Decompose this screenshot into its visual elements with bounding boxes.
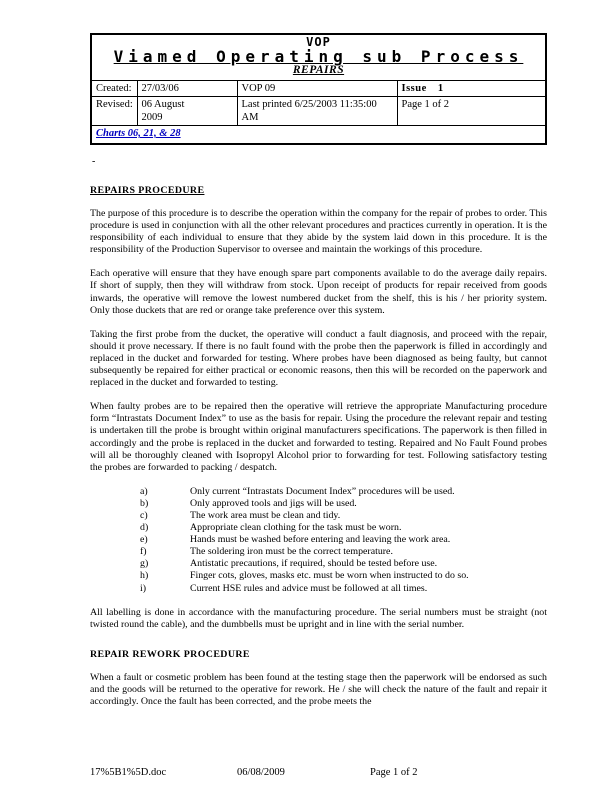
list-item-label: c) — [140, 509, 148, 521]
footer-date: 06/08/2009 — [237, 767, 285, 778]
revised-value: 06 August 2009 — [137, 97, 237, 126]
list-item — [90, 498, 547, 510]
list-item — [90, 558, 547, 570]
paragraph-fault-diagnosis: Taking the first probe from the ducket, the operative will conduct a fault diagnosis, and proceed with the repair, should it prove necessary. If there is no fault found with the probe then the paperwork is filled in accordingly and replaced in the ducket and forwarded for testing. Where probes have been diagnosed as being faulty, but cannot subsequently be repaired for either practical or economic reasons, then this will be recorded on the paperwork and replaced in the ducket and forwarded to testing. — [90, 328, 547, 389]
footer-page-number: Page 1 of 2 — [370, 767, 418, 778]
rules-list — [90, 486, 547, 595]
list-item — [90, 510, 547, 522]
header-page-number: Page 1 of 2 — [397, 97, 546, 126]
list-item-text: Antistatic precautions, if required, should be tested before use. — [190, 558, 438, 570]
list-item-label: g) — [140, 558, 149, 570]
list-item-label: i) — [140, 582, 147, 594]
list-item-label: e) — [140, 534, 148, 546]
paragraph-purpose: The purpose of this procedure is to describe the operation within the company for the repair of probes to order. This procedure is used in conjunction with all the other relevant procedures and practices currently in operation. It is the responsibility of each individual to ensure that they abide by the system laid down in this procedure. It is the responsibility of the Production Supervisor to oversee and maintain the workings of this procedure. — [90, 208, 547, 256]
list-item-label: d) — [140, 522, 149, 534]
footer-filename: 17%5B1%5D.doc — [90, 767, 167, 778]
paragraph-rework: When a fault or cosmetic problem has been found at the testing stage then the paperwork will be endorsed as such and the goods will be returned to the operative for rework. He / she will check the nature of the fault and repair it accordingly. Once the fault has been corrected, and the probe meets the — [90, 671, 547, 707]
list-item — [90, 522, 547, 534]
created-value: 27/03/06 — [137, 81, 237, 97]
list-item-label: f) — [140, 546, 147, 558]
charts-cell — [91, 126, 546, 145]
section-heading-repair-rework: REPAIR REWORK PROCEDURE — [90, 648, 250, 660]
document-subtitle: REPAIRS — [292, 64, 345, 76]
list-item — [90, 570, 547, 582]
list-item-text: Only approved tools and jigs will be used. — [190, 497, 357, 509]
list-item-label: a) — [140, 485, 148, 497]
revised-label: Revised: — [91, 97, 137, 126]
list-item-label: b) — [140, 497, 149, 509]
section-heading-repairs-procedure: REPAIRS PROCEDURE — [90, 185, 205, 196]
paragraph-labelling: All labelling is done in accordance with the manufacturing procedure. The serial numbers must be straight (not twisted round the cable), and the dumbbells must be upright and in line with the serial number. — [90, 606, 547, 630]
list-item-text: Hands must be washed before entering and leaving the work area. — [190, 534, 451, 546]
page-footer — [90, 767, 547, 783]
list-item — [90, 583, 547, 595]
list-item-text: Appropriate clean clothing for the task must be worn. — [190, 522, 402, 534]
list-item-text: The work area must be clean and tidy. — [190, 509, 341, 521]
charts-link[interactable]: Charts 06, 21, & 28 — [96, 128, 181, 139]
document-content — [90, 33, 547, 708]
list-item-text: Finger cots, gloves, masks etc. must be worn when instructed to do so. — [190, 570, 469, 582]
last-printed: Last printed 6/25/2003 11:35:00 AM — [237, 97, 397, 126]
stray-dash: - — [92, 156, 96, 167]
list-item-label: h) — [140, 570, 149, 582]
list-item — [90, 534, 547, 546]
paragraph-spare-parts: Each operative will ensure that they have enough spare part components available to do the average daily repairs. If short of supply, then they will withdraw from stock. Upon receipt of products for repair received from goods inwards, the operative will remove the lowest numbered ducket from the shelf, this is his / her priority system. Only those duckets that are red or orange take preference over this system. — [90, 268, 547, 316]
paragraph-repair-process: When faulty probes are to be repaired then the operative will retrieve the appropriate Manufacturing procedure form “Intrastats Document Index” to use as the basis for repair. Using the procedure the relevant repair and testing is undertaken till the probe is brought within original manufacturers specifications. The paperwork is then filled in accordingly and the probe is replaced in the ducket and forwarded to testing. Repaired and No Fault Found probes will all be thoroughly cleaned with Isopropyl Alcohol prior to forwarding for test. Following satisfactory testing the probes are forwarded to packing / despatch. — [90, 401, 547, 473]
list-item-text: The soldering iron must be the correct temperature. — [190, 546, 393, 558]
created-label: Created: — [91, 81, 137, 97]
header-title-cell — [91, 34, 546, 66]
list-item-text: Only current “Intrastats Document Index” procedures will be used. — [190, 485, 455, 497]
list-item-text: Current HSE rules and advice must be followed at all times. — [190, 582, 428, 594]
list-item — [90, 486, 547, 498]
org-abbreviation: VOP — [306, 35, 331, 49]
header-table — [90, 33, 547, 145]
list-item — [90, 546, 547, 558]
issue-number: Issue 1 — [397, 81, 546, 97]
doc-code: VOP 09 — [237, 81, 397, 97]
document-title: Viamed Operating sub Process — [113, 47, 524, 66]
